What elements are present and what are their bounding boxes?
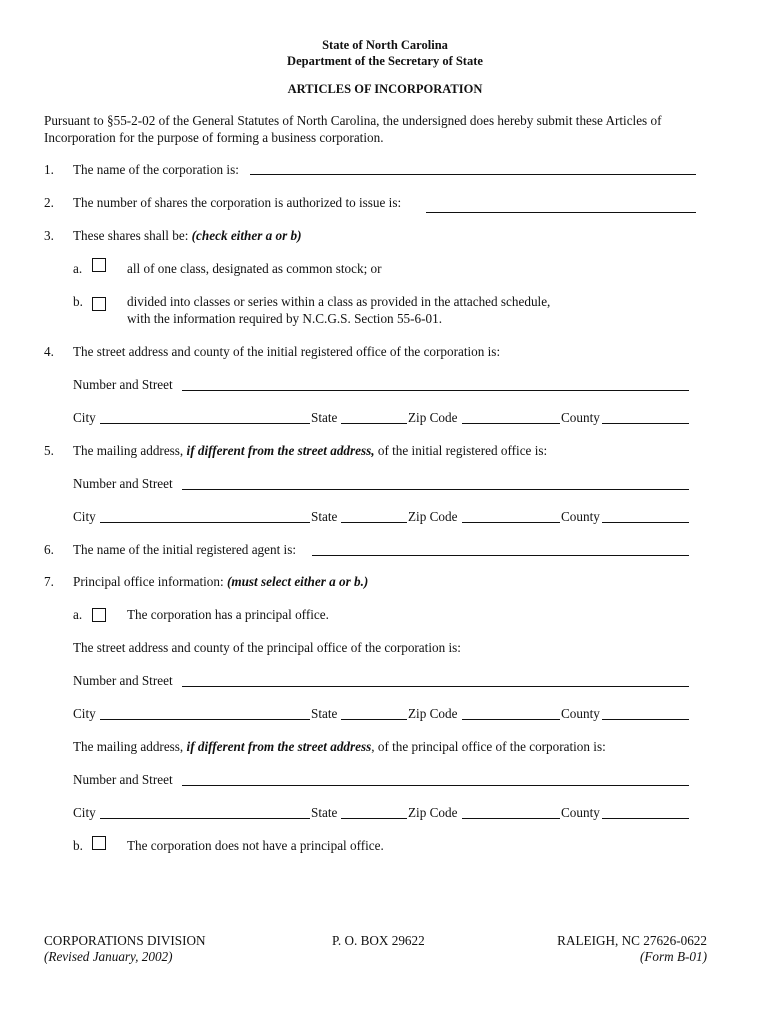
- item-4-city-label: City: [73, 410, 96, 425]
- item-7-label-text: Principal office information:: [73, 574, 224, 589]
- item-7-zip-field[interactable]: [462, 719, 560, 720]
- registered-agent-field[interactable]: [312, 555, 689, 556]
- item-5-state-field[interactable]: [341, 522, 407, 523]
- item-7-mail-city-field[interactable]: [100, 818, 310, 819]
- corporation-name-field[interactable]: [250, 174, 696, 175]
- item-3-number: 3.: [44, 228, 54, 243]
- item-4-city-field[interactable]: [100, 423, 310, 424]
- department-heading: Department of the Secretary of State: [287, 54, 483, 68]
- footer-division: CORPORATIONS DIVISION: [44, 933, 206, 948]
- item-4-label: The street address and county of the initial registered office of the corporation is:: [73, 344, 501, 359]
- item-5-label-post: of the initial registered office is:: [377, 443, 548, 458]
- item-7-zip-label: Zip Code: [408, 706, 458, 721]
- item-4-zip-field[interactable]: [462, 423, 560, 424]
- item-7-mailing-heading: [73, 739, 606, 755]
- item-5-number: 5.: [44, 443, 54, 458]
- item-5-street-field[interactable]: [182, 489, 689, 490]
- item-3-instruction: (check either a or b): [191, 228, 302, 243]
- item-5-zip-label: Zip Code: [408, 509, 458, 524]
- item-7b-text: The corporation does not have a principal office.: [127, 838, 384, 853]
- item-4-number: 4.: [44, 344, 54, 359]
- item-7a-letter: a.: [73, 607, 83, 622]
- item-7-mail-state-field[interactable]: [341, 818, 407, 819]
- item-5-city-label: City: [73, 509, 96, 524]
- item-3-label: [73, 228, 302, 244]
- item-7-mail-county-label: County: [561, 805, 600, 820]
- item-5-county-label: County: [561, 509, 600, 524]
- item-7a-text: The corporation has a principal office.: [127, 607, 329, 622]
- item-2-number: 2.: [44, 195, 54, 210]
- item-7a-checkbox[interactable]: [92, 608, 106, 622]
- item-7-mail-zip-field[interactable]: [462, 818, 560, 819]
- item-4-zip-label: Zip Code: [408, 410, 458, 425]
- item-5-label-pre: The mailing address,: [73, 443, 184, 458]
- item-3b-letter: b.: [73, 294, 83, 309]
- item-7-county-label: County: [561, 706, 600, 721]
- item-5-label-emphasis: if different from the street address,: [186, 443, 375, 458]
- item-5-county-field[interactable]: [602, 522, 689, 523]
- item-7-county-field[interactable]: [602, 719, 689, 720]
- item-1-label: The name of the corporation is:: [73, 162, 239, 177]
- form-title: ARTICLES OF INCORPORATION: [287, 82, 483, 96]
- item-7-mail-state-label: State: [311, 805, 338, 820]
- item-7-street-field[interactable]: [182, 686, 689, 687]
- footer-revised: (Revised January, 2002): [44, 949, 173, 964]
- item-7-mailing-pre: The mailing address,: [73, 739, 184, 754]
- item-5-city-field[interactable]: [100, 522, 310, 523]
- item-7-mail-city-label: City: [73, 805, 96, 820]
- item-3a-text: all of one class, designated as common stock; or: [127, 261, 382, 276]
- item-4-county-label: County: [561, 410, 600, 425]
- item-4-street-field[interactable]: [182, 390, 689, 391]
- item-3a-checkbox[interactable]: [92, 258, 106, 272]
- item-7-state-label: State: [311, 706, 338, 721]
- item-3b-text-line2: with the information required by N.C.G.S. Section 55-6-01.: [127, 311, 442, 326]
- item-7-street-label: Number and Street: [73, 673, 173, 688]
- item-6-label: The name of the initial registered agent is:: [73, 542, 297, 557]
- item-5-state-label: State: [311, 509, 338, 524]
- item-5-zip-field[interactable]: [462, 522, 560, 523]
- item-7-mail-county-field[interactable]: [602, 818, 689, 819]
- item-7-state-field[interactable]: [341, 719, 407, 720]
- item-7-label: [73, 574, 368, 590]
- item-3b-checkbox[interactable]: [92, 297, 106, 311]
- footer-city: RALEIGH, NC 27626-0622: [557, 933, 707, 948]
- intro-paragraph: Pursuant to §55-2-02 of the General Statutes of North Carolina, the undersigned does hereby submit these Articles of Incorporation for the purpose of forming a business corporation.: [44, 113, 662, 145]
- item-4-county-field[interactable]: [602, 423, 689, 424]
- item-7b-checkbox[interactable]: [92, 836, 106, 850]
- footer-form-number: (Form B-01): [639, 949, 707, 964]
- item-5-street-label: Number and Street: [73, 476, 173, 491]
- state-heading: State of North Carolina: [322, 38, 448, 52]
- footer-po-box: P. O. BOX 29622: [332, 933, 425, 948]
- item-7-mail-zip-label: Zip Code: [408, 805, 458, 820]
- item-4-state-label: State: [311, 410, 338, 425]
- item-3-label-text: These shares shall be:: [73, 228, 189, 243]
- item-1-number: 1.: [44, 162, 54, 177]
- item-7-number: 7.: [44, 574, 54, 589]
- item-4-street-label: Number and Street: [73, 377, 173, 392]
- item-4-state-field[interactable]: [341, 423, 407, 424]
- item-7b-letter: b.: [73, 838, 83, 853]
- item-7-city-label: City: [73, 706, 96, 721]
- item-5-label: [73, 443, 547, 459]
- item-7-mailing-emphasis: if different from the street address: [186, 739, 372, 754]
- shares-number-field[interactable]: [426, 212, 696, 213]
- item-2-label: The number of shares the corporation is authorized to issue is:: [73, 195, 402, 210]
- item-7-instruction: (must select either a or b.): [226, 574, 369, 589]
- item-7-mail-street-field[interactable]: [182, 785, 689, 786]
- item-7-city-field[interactable]: [100, 719, 310, 720]
- item-7-mail-street-label: Number and Street: [73, 772, 173, 787]
- item-3b-text-line1: divided into classes or series within a class as provided in the attached schedule,: [127, 294, 551, 309]
- item-6-number: 6.: [44, 542, 54, 557]
- item-3a-letter: a.: [73, 261, 83, 276]
- item-7-street-heading: The street address and county of the principal office of the corporation is:: [73, 640, 461, 655]
- item-7-mailing-post: , of the principal office of the corporation is:: [371, 739, 606, 754]
